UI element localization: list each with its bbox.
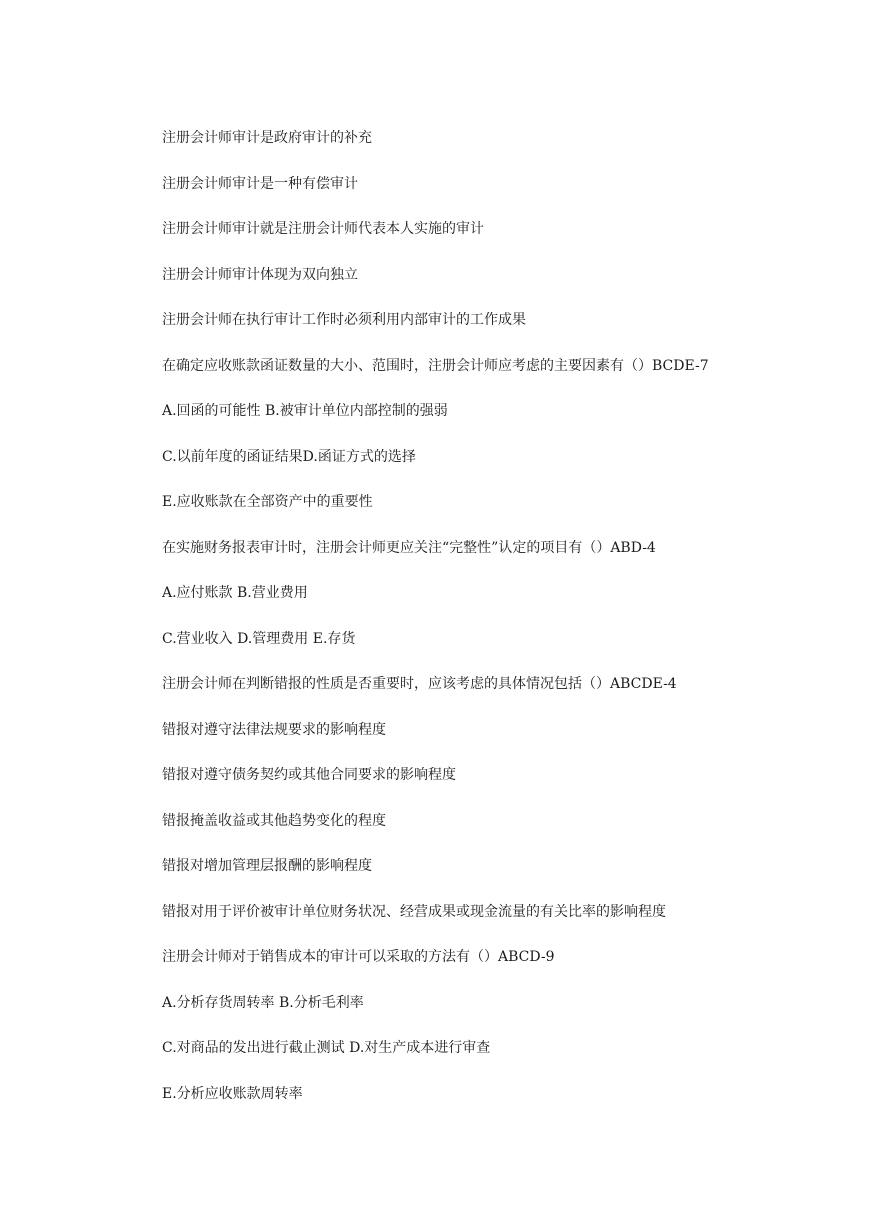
text-line: 注册会计师审计就是注册会计师代表本人实施的审计 [162,221,484,237]
option-line: C.以前年度的函证结果D.函证方式的选择 [162,449,416,465]
option-line: 错报对增加管理层报酬的影响程度 [162,858,372,874]
question-line: 注册会计师在判断错报的性质是否重要时，应该考虑的具体情况包括（）ABCDE-4 [162,676,677,692]
option-line: E.应收账款在全部资产中的重要性 [162,494,373,510]
option-line: 错报对遵守法律法规要求的影响程度 [162,722,386,738]
text-line: 注册会计师审计是一种有偿审计 [162,176,358,192]
option-line: A.应付账款 B.营业费用 [162,585,308,601]
text-line: 注册会计师在执行审计工作时必须利用内部审计的工作成果 [162,312,526,328]
option-line: A.分析存货周转率 B.分析毛利率 [162,995,364,1011]
option-line: 错报掩盖收益或其他趋势变化的程度 [162,813,386,829]
question-line: 注册会计师对于销售成本的审计可以采取的方法有（）ABCD-9 [162,949,555,965]
option-line: 错报对遵守债务契约或其他合同要求的影响程度 [162,767,456,783]
option-line: 错报对用于评价被审计单位财务状况、经营成果或现金流量的有关比率的影响程度 [162,904,666,920]
text-line: 注册会计师审计是政府审计的补充 [162,130,372,146]
option-line: A.回函的可能性 B.被审计单位内部控制的强弱 [162,403,448,419]
question-line: 在确定应收账款函证数量的大小、范围时，注册会计师应考虑的主要因素有（）BCDE-7 [162,358,709,374]
option-line: E.分析应收账款周转率 [162,1086,303,1102]
question-line: 在实施财务报表审计时，注册会计师更应关注“完整性”认定的项目有（）ABD-4 [162,540,656,556]
text-line: 注册会计师审计体现为双向独立 [162,267,358,283]
option-line: C.营业收入 D.管理费用 E.存货 [162,631,356,647]
option-line: C.对商品的发出进行截止测试 D.对生产成本进行审查 [162,1040,491,1056]
